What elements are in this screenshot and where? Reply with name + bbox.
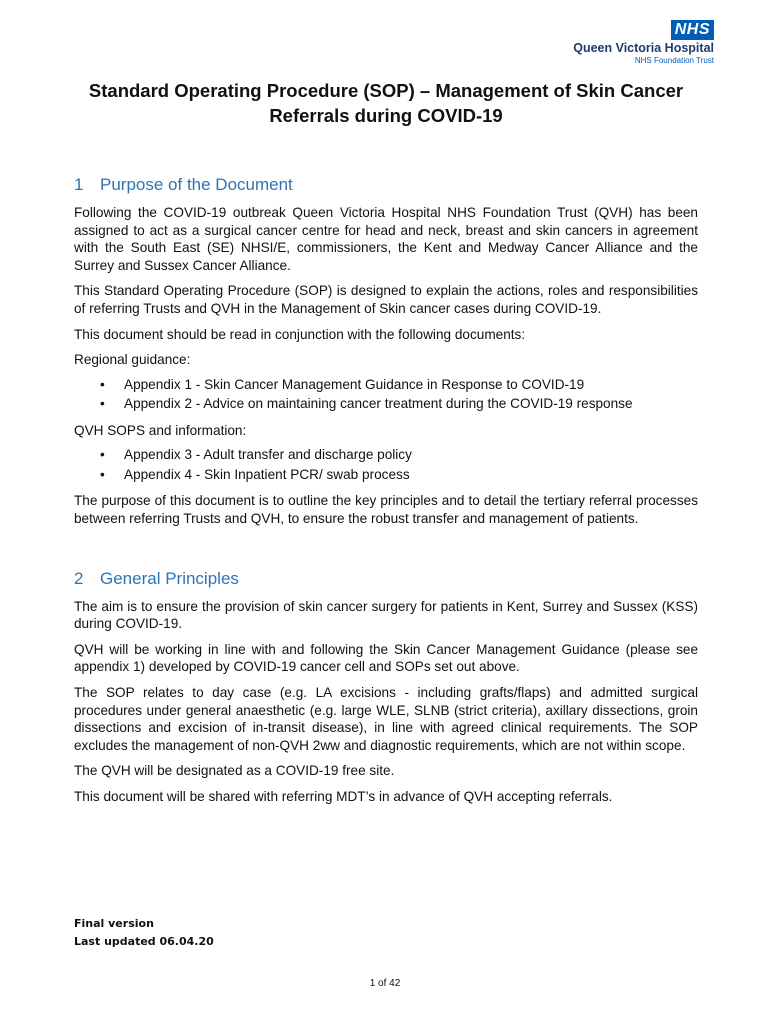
paragraph: The SOP relates to day case (e.g. LA excisions - including grafts/flaps) and admitted surgical procedures under general anaesthetic (e.g. large WLE, SLNB (strict criteria), axillary dissections, groin dissections and excision of in-transit disease), in line with agreed clinical requirements. The SOP excludes the management of non-QVH 2ww and diagnostic requirements, which are not within scope. [74, 684, 698, 753]
section-title: Purpose of the Document [100, 175, 293, 194]
version-label: Final version [74, 917, 154, 930]
section-title: General Principles [100, 568, 239, 588]
list-item: • Appendix 1 - Skin Cancer Management Guidance in Response to COVID-19 [74, 375, 698, 395]
nhs-trust-logo [514, 20, 714, 66]
page-number: 1 of 42 [369, 978, 401, 989]
list-item: • Appendix 4 - Skin Inpatient PCR/ swab process [74, 465, 698, 485]
section-number: 2 [74, 568, 84, 588]
paragraph: Regional guidance: [74, 352, 191, 368]
paragraph: This Standard Operating Procedure (SOP) is designed to explain the actions, roles and responsibilities of referring Trusts and QVH in the Management of Skin cancer cases during COVID-19. [74, 283, 698, 316]
qvh-sops-list [74, 445, 698, 484]
document-footer [74, 915, 214, 951]
paragraph: This document should be read in conjunction with the following documents: [74, 326, 526, 342]
list-item: • Appendix 3 - Adult transfer and discharge policy [74, 445, 698, 465]
section-number: 1 [74, 175, 84, 194]
paragraph: The aim is to ensure the provision of skin cancer surgery for patients in Kent, Surrey and Sussex (KSS) during COVID-19. [74, 598, 698, 632]
paragraph: The QVH will be designated as a COVID-19 free site. [74, 763, 395, 779]
paragraph: QVH will be working in line with and following the Skin Cancer Management Guidance (please see appendix 1) developed by COVID-19 cancer cell and SOPs set out above. [74, 641, 698, 675]
org-name: Queen Victoria Hospital [573, 41, 714, 55]
paragraph: The purpose of this document is to outline the key principles and to detail the tertiary referral processes between referring Trusts and QVH, to ensure the robust transfer and management of patients. [74, 493, 698, 526]
document-body [74, 78, 698, 805]
paragraph: Following the COVID-19 outbreak Queen Victoria Hospital NHS Foundation Trust (QVH) has been assigned to act as a surgical cancer centre for head and neck, breast and skin cancers in agreement with the South East (SE) NHSI/E, commissioners, the Kent and Medway Cancer Alliance and the Surrey and Sussex Cancer Alliance. [74, 205, 698, 273]
regional-guidance-list [74, 375, 698, 414]
last-updated-label: Last updated 06.04.20 [74, 935, 214, 948]
paragraph: QVH SOPS and information: [74, 422, 247, 438]
paragraph: This document will be shared with referring MDT’s in advance of QVH accepting referrals. [74, 788, 613, 804]
section-1-heading [74, 174, 698, 196]
section-2-heading [74, 568, 698, 590]
document-title: Standard Operating Procedure (SOP) – Management of Skin Cancer Referrals during COVID-19 [88, 80, 684, 126]
nhs-logo-badge: NHS [671, 20, 714, 40]
list-item: • Appendix 2 - Advice on maintaining cancer treatment during the COVID-19 response [74, 394, 698, 414]
org-subtitle: NHS Foundation Trust [634, 56, 714, 65]
